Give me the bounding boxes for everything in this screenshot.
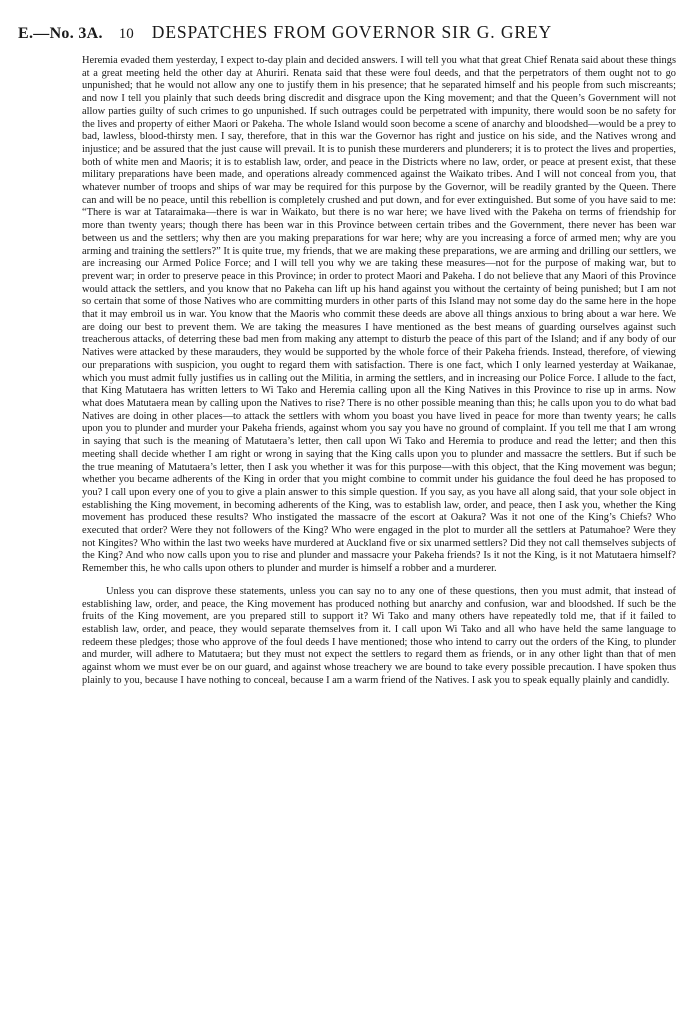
document-reference: E.—No. 3A. (18, 25, 103, 42)
page-number: 10 (118, 26, 134, 42)
running-title: DESPATCHES FROM GOVERNOR SIR G. GREY (151, 22, 553, 42)
paragraph: Unless you can disprove these statements, unless you can say no to any one of these questions, then you must admit, that instead of establishing law, order, and peace, the King movement has produced nothing but anarchy and confusion, war and bloodshed. If such be the fruits of the King movement, are you prepared still to support it? Wi Tako and many others have repeatedly told me, that if it failed to establish law, order, and peace, they would separate themselves from it. I call upon Wi Tako and all who have held the same language to redeem these pledges; those who approve of the foul deeds I have mentioned; those who intend to carry out the orders of the King, to plunder and murder, will adhere to Matutaera; but they must not expect the settlers to regard them as friends, or in any other light than that of men against whom we must ever be on our guard, and against whose treachery we are bound to take every possible precaution. I have spoken thus plainly to you, because I have nothing to conceal, because I am a warm friend of the Natives. I ask you to speak equally plainly and candidly. (82, 585, 676, 686)
page-header (18, 22, 676, 43)
paragraph: Heremia evaded them yesterday, I expect to-day plain and decided answers. I will tell you what that great Chief Renata said about these things at a great meeting held the other day at Ahuriri. Renata said that these were foul deeds, and that the perpetrators of them ought not to go unpunished; that he would not allow any one to justify them in his presence; that he separated himself and his people from such miscreants; and now I tell you plainly that such deeds bring discredit and disgrace upon the King movement; and that the Queen’s Government will not allow parties guilty of such crimes to go unpunished. If such outrages could be perpetrated with impunity, there would soon be no safety for the lives and property of either Maori or Pakeha. The whole Island would soon become a scene of anarchy and bloodshed—would be a prey to bad, lawless, blood-thirsty men. I say, therefore, that in this war the Governor has right and justice on his side, and the Natives wrong and injustice; and be assured that the just cause will prevail. It is to punish these murderers and plunderers; it is to protect the lives and properties, both of white men and Maoris; it is to establish law, order, and peace in the Districts where no law, order, or peace at present exist, that these military preparations have been made, and operations already commenced against the Waikato tribes. And I will not conceal from you, that whatever number of troops and ships of war may be required for this purpose by the Governor, will be readily granted by the Queen. There can and will be no peace, until this rebellion is completely crushed and put down, and for ever extinguished. But some of you have said to me: “There is war at Tataraimaka—there is war in Waikato, but there is no war here; we have lived with the Pakeha on terms of friendship for more than twenty years; though there has been war in this Province between certain tribes and the Government, there never has been war between us and the settlers; why then are you making preparations for war here; why are you increasing a force of armed men; why are you arming and training the settlers?” It is quite true, my friends, that we are making these preparations, we are arming and drilling our settlers, we are increasing our Armed Police Force; and I will tell you why we are taking these measures—not for the purpose of making war, but to prevent war; in order to preserve peace in this Province; in order to protect Maori and Pakeha. I do not believe that any Maori of this Province would attack the settlers, and you know that no Pakeha can lift up his hand against you without the certainty of being punished; but I am not so certain that some of those Natives who are committing murders in other parts of this Island may not some day do the same here in the hope that it may embroil us in war. You know that the Maoris who commit these deeds are above all things anxious to bring about a war here. We are doing our best to prevent them. We are taking the measures I have mentioned as the best means of guarding ourselves against such treacherous attacks, of deterring these bad men from making any attempt to disturb the peace of this part of the Island; and if any body of our Natives were attacked by these marauders, they would be supported by the whole force of their Pakeha friends. Instead, therefore, of viewing our preparations with suspicion, you ought to regard them with satisfaction. There is one fact, which I only learned yesterday at Waikanae, which you must admit fully justifies us in calling out the Militia, in arming the settlers, and in increasing our Police Force. I allude to the fact, that King Matutaera has written letters to Wi Tako and Heremia calling upon all the King Natives in this Province to rise up in arms. Now what does Matutaera mean by calling upon the Natives to rise? There is no other possible meaning than this; he calls upon you to do what bad Natives are doing in other places—to attack the settlers with whom you boast you have lived in peace for more than twenty years; he calls upon you to plunder and murder your Pakeha friends, against whom you say you have no ground of complaint. If you tell me that I am wrong in saying that such is the meaning of Matutaera’s letter, then call upon Wi Tako and Heremia to produce and read the letter; and then this meeting shall decide whether I am right or wrong in saying that the King calls upon you to plunder and massacre the settlers. But if such be the true meaning of Matutaera’s letter, then I ask you whether it was for this purpose—with this object, that the King movement was begun; whether you became adherents of the King in order that you might combine to commit under his guidance the foul deed he has proposed to you? I call upon every one of you to give a plain answer to this simple question. If you say, as you have all along said, that your sole object in establishing the King movement, in becoming adherents of the King, was to establish law, order, and peace, then I ask you, whether the King movement has produced these results? Who instigated the massacre of the escort at Oakura? Was it not one of the King’s Chiefs? Who executed that order? Were they not followers of the King? Who were engaged in the plot to murder all the settlers at Patumahoe? Were they not Kingites? Who within the last two weeks have murdered at Auckland five or six unarmed settlers? Did they not call themselves subjects of the King? And who now calls upon you to rise and plunder and massacre your Pakeha friends? Is it not the King, is it not Matutaera himself? Remember this, he who calls upon others to plunder and murder is himself a robber and a murderer. (82, 55, 676, 575)
document-body (18, 55, 676, 687)
